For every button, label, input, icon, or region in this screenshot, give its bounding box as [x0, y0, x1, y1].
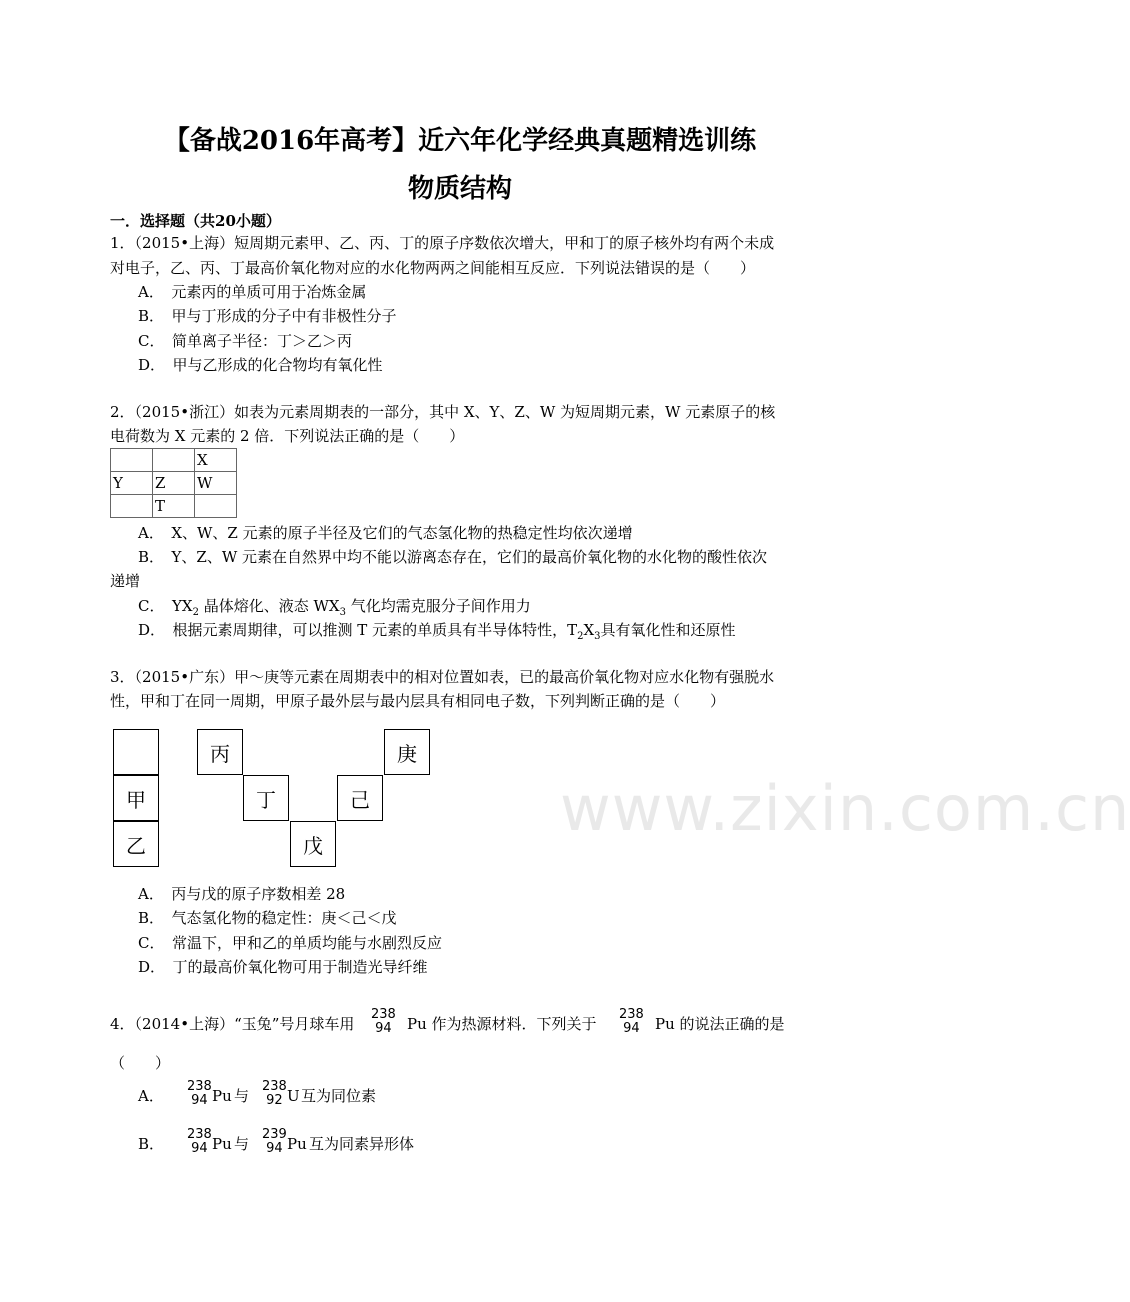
subscript: 2: [577, 631, 584, 642]
nuclide-symbol: 238 94: [371, 1007, 396, 1036]
nuclide-symbol: 238 94: [187, 1127, 212, 1156]
grid-cell: 丙: [197, 729, 243, 775]
element-symbol: Pu: [212, 1135, 232, 1153]
grid-cell: 乙: [113, 821, 159, 867]
nuclide-symbol: 238 94: [619, 1007, 644, 1036]
grid-cell: 戊: [290, 821, 336, 867]
element-symbol: U: [287, 1087, 300, 1105]
option-d[interactable]: D． 甲与乙形成的化合物均有氧化性: [138, 356, 383, 374]
option-a[interactable]: A． X、W、Z 元素的原子半径及它们的气态氢化物的热稳定性均依次递增: [138, 524, 633, 542]
option-text: 晶体熔化、液态 WX: [203, 597, 340, 615]
table-cell: [111, 495, 153, 518]
question-stem-line: Pu 作为热源材料．下列关于: [407, 1015, 597, 1033]
grid-cell: 甲: [113, 775, 159, 821]
option-a[interactable]: A． 元素丙的单质可用于冶炼金属: [138, 283, 367, 301]
table-cell: Z: [153, 472, 195, 495]
option-b[interactable]: B． 气态氢化物的稳定性：庚＜己＜戊: [138, 909, 397, 927]
question-stem-line: 3．（2015•广东）甲～庚等元素在周期表中的相对位置如表，已的最高价氧化物对应水化物有强脱水: [110, 668, 775, 686]
section-heading: 一．选择题（共20小题）: [110, 212, 281, 230]
option-c[interactable]: C． 简单离子半径：丁＞乙＞丙: [138, 332, 352, 350]
table-cell: [111, 449, 153, 472]
option-a[interactable]: A． 丙与戊的原子序数相差 28: [138, 885, 346, 903]
table-cell: [153, 449, 195, 472]
option-text: 与: [234, 1087, 250, 1105]
subscript: 3: [594, 631, 601, 642]
option-c[interactable]: [138, 596, 531, 623]
grid-cell-empty: [113, 729, 159, 775]
page-subtitle: 物质结构: [407, 174, 512, 204]
option-text: X: [583, 621, 595, 639]
option-text: 互为同素异形体: [309, 1135, 415, 1153]
question-stem-line: 对电子，乙、丙、丁最高价氧化物对应的水化物两两之间能相互反应．下列说法错误的是（ ）: [110, 259, 756, 277]
table-cell: X: [195, 449, 237, 472]
nuclide-symbol: 238 94: [187, 1079, 212, 1108]
option-text: 气化均需克服分子间作用力: [350, 597, 531, 615]
question-stem-line: 1．（2015•上海）短周期元素甲、乙、丙、丁的原子序数依次增大，甲和丁的原子核外均有两个未成: [110, 234, 775, 252]
grid-cell: 丁: [243, 775, 289, 821]
subscript: 2: [192, 607, 199, 618]
nuclide-symbol: 238 92: [262, 1079, 287, 1108]
table-cell: [195, 495, 237, 518]
option-text: D． 根据元素周期律，可以推测 T 元素的单质具有半导体特性，T: [138, 621, 578, 639]
question-stem-line: 性，甲和丁在同一周期，甲原子最外层与最内层具有相同电子数，下列判断正确的是（ ）: [110, 692, 726, 710]
option-text: 具有氧化性和还原性: [600, 621, 736, 639]
option-d[interactable]: [138, 620, 736, 647]
grid-cell: 己: [337, 775, 383, 821]
option-b-continued: 递增: [110, 572, 141, 590]
option-d[interactable]: D． 丁的最高价氧化物可用于制造光导纤维: [138, 958, 428, 976]
grid-cell: 庚: [384, 729, 430, 775]
question-stem-line: 4．（2014•上海）“玉兔”号月球车用: [110, 1015, 355, 1033]
option-c[interactable]: C． 常温下，甲和乙的单质均能与水剧烈反应: [138, 934, 442, 952]
watermark: www.zixin.com.cn: [560, 772, 1130, 845]
subscript: 3: [339, 607, 346, 618]
question-stem-line: 电荷数为 X 元素的 2 倍．下列说法正确的是（ ）: [110, 427, 465, 445]
question-stem-line: （ ）: [110, 1054, 171, 1072]
option-text: C． YX: [138, 597, 193, 615]
nuclide-symbol: 239 94: [262, 1127, 287, 1156]
table-cell: W: [195, 472, 237, 495]
element-symbol: Pu: [212, 1087, 232, 1105]
page-title: 【备战2016年高考】近六年化学经典真题精选训练: [163, 126, 757, 156]
table-cell: T: [153, 495, 195, 518]
periodic-table-fragment: [110, 448, 237, 518]
question-stem-line: Pu 的说法正确的是: [655, 1015, 785, 1033]
question-stem-line: 2．（2015•浙江）如表为元素周期表的一部分，其中 X、Y、Z、W 为短周期元素，W 元素原子的核: [110, 403, 776, 421]
option-label: A．: [138, 1087, 164, 1105]
option-label: B．: [138, 1135, 165, 1153]
element-symbol: Pu: [287, 1135, 307, 1153]
option-text: 与: [234, 1135, 250, 1153]
option-b[interactable]: B． 甲与丁形成的分子中有非极性分子: [138, 307, 397, 325]
option-b[interactable]: B． Y、Z、W 元素在自然界中均不能以游离态存在，它们的最高价氧化物的水化物的酸性依次: [138, 548, 768, 566]
table-cell: Y: [111, 472, 153, 495]
option-text: 互为同位素: [301, 1087, 377, 1105]
